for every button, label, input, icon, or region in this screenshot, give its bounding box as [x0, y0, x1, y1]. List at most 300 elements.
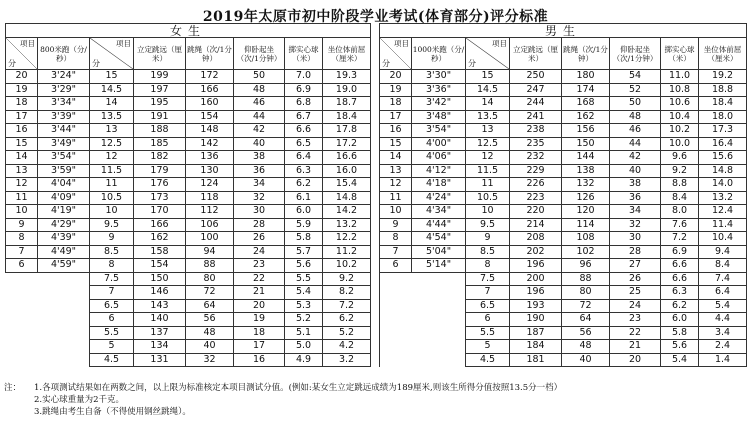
event-header: 跳绳（次/1分钟） — [186, 38, 234, 70]
run-time-cell: 4'29" — [38, 218, 90, 232]
value-cell: 142 — [186, 137, 234, 151]
value-cell: 14.8 — [699, 164, 747, 178]
run-score-cell: 12 — [380, 178, 412, 192]
run-score-cell: 6 — [380, 259, 412, 273]
score-cell: 12.5 — [90, 137, 134, 151]
value-cell: 174 — [562, 83, 610, 97]
value-cell: 172 — [186, 70, 234, 84]
table-row — [6, 110, 747, 124]
event-header: 仰卧起坐（次/1分钟） — [234, 38, 285, 70]
value-cell: 40 — [562, 353, 610, 367]
table-row — [6, 286, 747, 300]
value-cell: 54 — [610, 70, 661, 84]
value-cell: 64 — [562, 313, 610, 327]
male-section-label: 男生 — [380, 24, 747, 38]
value-cell: 18.4 — [323, 110, 371, 124]
empty-cell — [38, 313, 90, 327]
event-header: 坐位体前屈（厘米） — [699, 38, 747, 70]
score-cell: 4.5 — [466, 353, 510, 367]
value-cell: 9.4 — [699, 245, 747, 259]
score-table — [5, 23, 747, 367]
run-score-cell: 8 — [6, 232, 38, 246]
value-cell: 9.2 — [323, 272, 371, 286]
value-cell: 4.9 — [285, 353, 323, 367]
value-cell: 10.8 — [661, 83, 699, 97]
run-score-cell: 19 — [380, 83, 412, 97]
value-cell: 32 — [186, 353, 234, 367]
score-cell: 12 — [90, 151, 134, 165]
column-gap — [371, 97, 380, 111]
empty-cell — [6, 286, 38, 300]
empty-cell — [38, 326, 90, 340]
run-time-cell: 4'24" — [412, 191, 466, 205]
run-header: 800米跑（分/秒） — [38, 38, 90, 70]
table-row — [6, 259, 747, 273]
value-cell: 6.2 — [661, 299, 699, 313]
value-cell: 241 — [510, 110, 562, 124]
value-cell: 13.2 — [323, 218, 371, 232]
value-cell: 150 — [562, 137, 610, 151]
score-cell: 5 — [466, 340, 510, 354]
value-cell: 56 — [186, 313, 234, 327]
run-score-cell: 11 — [380, 191, 412, 205]
score-cell: 8 — [90, 259, 134, 273]
value-cell: 6.7 — [285, 110, 323, 124]
value-cell: 24 — [234, 245, 285, 259]
value-cell: 19.2 — [699, 70, 747, 84]
table-row — [6, 178, 747, 192]
empty-cell — [380, 340, 412, 354]
empty-cell — [6, 326, 38, 340]
column-gap — [371, 83, 380, 97]
gender-row — [6, 24, 747, 38]
value-cell: 36 — [610, 191, 661, 205]
value-cell: 3.4 — [699, 326, 747, 340]
score-cell: 7 — [90, 286, 134, 300]
value-cell: 4.4 — [699, 313, 747, 327]
score-cell: 12.5 — [466, 137, 510, 151]
score-cell: 11 — [466, 178, 510, 192]
value-cell: 102 — [562, 245, 610, 259]
value-cell: 134 — [134, 340, 186, 354]
value-cell: 162 — [134, 232, 186, 246]
run-time-cell: 3'44" — [38, 124, 90, 138]
value-cell: 6.0 — [285, 205, 323, 219]
value-cell: 32 — [610, 218, 661, 232]
header-row — [6, 38, 747, 70]
run-score-cell: 14 — [6, 151, 38, 165]
empty-cell — [380, 299, 412, 313]
value-cell: 130 — [186, 164, 234, 178]
empty-cell — [38, 286, 90, 300]
value-cell: 16 — [234, 353, 285, 367]
run-score-cell: 8 — [380, 232, 412, 246]
column-gap — [371, 124, 380, 138]
value-cell: 80 — [562, 286, 610, 300]
run-score-cell: 12 — [6, 178, 38, 192]
value-cell: 30 — [234, 205, 285, 219]
run-time-cell: 3'29" — [38, 83, 90, 97]
female-section-label: 女生 — [6, 24, 371, 38]
value-cell: 202 — [510, 245, 562, 259]
run-time-cell: 3'49" — [38, 137, 90, 151]
run-score-cell: 10 — [6, 205, 38, 219]
value-cell: 223 — [510, 191, 562, 205]
value-cell: 196 — [510, 259, 562, 273]
run-score-cell: 17 — [380, 110, 412, 124]
run-header: 1000米跑（分/秒） — [412, 38, 466, 70]
value-cell: 96 — [562, 259, 610, 273]
value-cell: 144 — [562, 151, 610, 165]
value-cell: 20 — [234, 299, 285, 313]
value-cell: 100 — [186, 232, 234, 246]
run-time-cell: 3'34" — [38, 97, 90, 111]
value-cell: 10.6 — [661, 97, 699, 111]
run-score-cell: 7 — [380, 245, 412, 259]
value-cell: 12.2 — [323, 232, 371, 246]
value-cell: 8.2 — [323, 286, 371, 300]
value-cell: 197 — [134, 83, 186, 97]
column-gap — [371, 299, 380, 313]
value-cell: 22 — [234, 272, 285, 286]
table-row — [6, 299, 747, 313]
value-cell: 11.2 — [323, 245, 371, 259]
value-cell: 190 — [510, 313, 562, 327]
value-cell: 208 — [510, 232, 562, 246]
run-time-cell: 4'18" — [412, 178, 466, 192]
run-time-cell: 4'06" — [412, 151, 466, 165]
value-cell: 36 — [234, 164, 285, 178]
empty-cell — [380, 353, 412, 367]
value-cell: 42 — [234, 124, 285, 138]
value-cell: 166 — [134, 218, 186, 232]
value-cell: 6.5 — [285, 137, 323, 151]
value-cell: 5.8 — [661, 326, 699, 340]
table-row — [6, 191, 747, 205]
value-cell: 72 — [562, 299, 610, 313]
value-cell: 229 — [510, 164, 562, 178]
value-cell: 40 — [234, 137, 285, 151]
value-cell: 214 — [510, 218, 562, 232]
value-cell: 5.5 — [285, 272, 323, 286]
value-cell: 48 — [562, 340, 610, 354]
page-title: 2019年太原市初中阶段学业考试(体育部分)评分标准 — [202, 9, 549, 25]
score-cell: 6.5 — [90, 299, 134, 313]
score-cell: 14 — [90, 97, 134, 111]
value-cell: 181 — [510, 353, 562, 367]
value-cell: 200 — [510, 272, 562, 286]
value-cell: 7.2 — [661, 232, 699, 246]
value-cell: 1.4 — [699, 353, 747, 367]
value-cell: 42 — [610, 151, 661, 165]
value-cell: 196 — [510, 286, 562, 300]
value-cell: 88 — [562, 272, 610, 286]
value-cell: 132 — [562, 178, 610, 192]
value-cell: 17.2 — [323, 137, 371, 151]
run-score-cell: 13 — [380, 164, 412, 178]
run-time-cell: 3'36" — [412, 83, 466, 97]
value-cell: 5.9 — [285, 218, 323, 232]
value-cell: 16.4 — [699, 137, 747, 151]
value-cell: 6.9 — [661, 245, 699, 259]
column-gap — [371, 259, 380, 273]
run-score-cell: 9 — [380, 218, 412, 232]
empty-cell — [412, 286, 466, 300]
value-cell: 13.2 — [699, 191, 747, 205]
table-row — [6, 97, 747, 111]
empty-cell — [412, 353, 466, 367]
empty-cell — [6, 353, 38, 367]
value-cell: 46 — [610, 124, 661, 138]
value-cell: 5.7 — [285, 245, 323, 259]
score-header-corner — [466, 38, 510, 70]
value-cell: 5.6 — [285, 259, 323, 273]
value-cell: 6.4 — [699, 286, 747, 300]
score-cell: 8.5 — [90, 245, 134, 259]
value-cell: 16.6 — [323, 151, 371, 165]
score-cell: 13.5 — [90, 110, 134, 124]
column-gap — [371, 110, 380, 124]
table-row — [6, 218, 747, 232]
value-cell: 7.6 — [661, 218, 699, 232]
score-cell: 9.5 — [90, 218, 134, 232]
empty-cell — [6, 340, 38, 354]
value-cell: 19.3 — [323, 70, 371, 84]
value-cell: 46 — [234, 97, 285, 111]
value-cell: 11.0 — [661, 70, 699, 84]
column-gap — [371, 151, 380, 165]
value-cell: 38 — [234, 151, 285, 165]
value-cell: 5.3 — [285, 299, 323, 313]
score-cell: 14 — [466, 97, 510, 111]
value-cell: 18 — [234, 326, 285, 340]
value-cell: 154 — [186, 110, 234, 124]
value-cell: 5.4 — [699, 299, 747, 313]
empty-cell — [38, 353, 90, 367]
value-cell: 26 — [234, 232, 285, 246]
column-gap — [371, 286, 380, 300]
run-time-cell: 3'48" — [412, 110, 466, 124]
value-cell: 6.3 — [285, 164, 323, 178]
run-time-cell: 3'24" — [38, 70, 90, 84]
score-cell: 15 — [466, 70, 510, 84]
column-gap — [371, 38, 380, 70]
value-cell: 3.2 — [323, 353, 371, 367]
value-cell: 162 — [562, 110, 610, 124]
value-cell: 6.9 — [285, 83, 323, 97]
score-cell: 15 — [90, 70, 134, 84]
value-cell: 21 — [610, 340, 661, 354]
value-cell: 28 — [234, 218, 285, 232]
value-cell: 187 — [510, 326, 562, 340]
value-cell: 158 — [134, 245, 186, 259]
run-time-cell: 4'00" — [412, 137, 466, 151]
value-cell: 6.0 — [661, 313, 699, 327]
empty-cell — [38, 299, 90, 313]
corner-cell — [380, 38, 412, 70]
score-cell: 13 — [466, 124, 510, 138]
column-gap — [371, 24, 380, 38]
column-gap — [371, 245, 380, 259]
value-cell: 10.2 — [661, 124, 699, 138]
value-cell: 126 — [562, 191, 610, 205]
column-gap — [371, 272, 380, 286]
event-header: 仰卧起坐（次/1分钟） — [610, 38, 661, 70]
value-cell: 5.4 — [661, 353, 699, 367]
value-cell: 34 — [234, 178, 285, 192]
value-cell: 179 — [134, 164, 186, 178]
value-cell: 6.6 — [661, 259, 699, 273]
run-score-cell: 20 — [380, 70, 412, 84]
score-cell: 7.5 — [90, 272, 134, 286]
value-cell: 220 — [510, 205, 562, 219]
table-row — [6, 353, 747, 367]
table-row — [6, 245, 747, 259]
corner-score-label: 分 — [92, 59, 100, 68]
value-cell: 6.6 — [661, 272, 699, 286]
table-row — [6, 205, 747, 219]
value-cell: 7.2 — [323, 299, 371, 313]
value-cell: 150 — [134, 272, 186, 286]
value-cell: 9.2 — [661, 164, 699, 178]
value-cell: 10.0 — [661, 137, 699, 151]
column-gap — [371, 137, 380, 151]
run-score-cell: 15 — [6, 137, 38, 151]
value-cell: 5.8 — [285, 232, 323, 246]
value-cell: 40 — [186, 340, 234, 354]
value-cell: 8.0 — [661, 205, 699, 219]
score-cell: 6.5 — [466, 299, 510, 313]
empty-cell — [412, 272, 466, 286]
score-cell: 11 — [90, 178, 134, 192]
value-cell: 148 — [186, 124, 234, 138]
column-gap — [371, 313, 380, 327]
value-cell: 48 — [186, 326, 234, 340]
value-cell: 173 — [134, 191, 186, 205]
value-cell: 7.0 — [285, 70, 323, 84]
score-cell: 6 — [466, 313, 510, 327]
value-cell: 8.4 — [661, 191, 699, 205]
value-cell: 131 — [134, 353, 186, 367]
column-gap — [371, 232, 380, 246]
value-cell: 18.7 — [323, 97, 371, 111]
run-score-cell: 20 — [6, 70, 38, 84]
value-cell: 10.4 — [699, 232, 747, 246]
value-cell: 34 — [610, 205, 661, 219]
score-cell: 5.5 — [466, 326, 510, 340]
score-cell: 8.5 — [466, 245, 510, 259]
column-gap — [371, 70, 380, 84]
notes-label: 注： — [4, 383, 22, 393]
corner-item-label: 项目 — [492, 39, 508, 48]
value-cell: 23 — [610, 313, 661, 327]
score-cell: 14.5 — [466, 83, 510, 97]
value-cell: 6.1 — [285, 191, 323, 205]
value-cell: 195 — [134, 97, 186, 111]
value-cell: 5.2 — [285, 313, 323, 327]
empty-cell — [380, 272, 412, 286]
value-cell: 94 — [186, 245, 234, 259]
score-cell: 7.5 — [466, 272, 510, 286]
value-cell: 168 — [562, 97, 610, 111]
score-cell: 13.5 — [466, 110, 510, 124]
value-cell: 5.6 — [661, 340, 699, 354]
table-row — [6, 164, 747, 178]
empty-cell — [412, 326, 466, 340]
value-cell: 40 — [610, 164, 661, 178]
value-cell: 244 — [510, 97, 562, 111]
value-cell: 21 — [234, 286, 285, 300]
score-cell: 5 — [90, 340, 134, 354]
value-cell: 20 — [610, 353, 661, 367]
score-cell: 10.5 — [466, 191, 510, 205]
value-cell: 118 — [186, 191, 234, 205]
column-gap — [371, 218, 380, 232]
score-cell: 7 — [466, 286, 510, 300]
score-cell: 10 — [466, 205, 510, 219]
column-gap — [371, 164, 380, 178]
value-cell: 30 — [610, 232, 661, 246]
value-cell: 8.4 — [699, 259, 747, 273]
value-cell: 185 — [134, 137, 186, 151]
event-header: 立定跳远（厘米） — [510, 38, 562, 70]
value-cell: 14.8 — [323, 191, 371, 205]
event-header: 掷实心球（米） — [285, 38, 323, 70]
value-cell: 72 — [186, 286, 234, 300]
value-cell: 88 — [186, 259, 234, 273]
value-cell: 6.4 — [285, 151, 323, 165]
value-cell: 7.4 — [699, 272, 747, 286]
value-cell: 48 — [610, 110, 661, 124]
value-cell: 232 — [510, 151, 562, 165]
empty-cell — [380, 326, 412, 340]
table-row — [6, 313, 747, 327]
note-3: 3.跳绳由考生自备（不得使用钢丝跳绳）。 — [34, 407, 191, 417]
value-cell: 170 — [134, 205, 186, 219]
table-row — [6, 70, 747, 84]
column-gap — [371, 191, 380, 205]
value-cell: 22 — [610, 326, 661, 340]
empty-cell — [380, 313, 412, 327]
table-row — [6, 151, 747, 165]
run-score-cell: 18 — [6, 97, 38, 111]
table-row — [6, 124, 747, 138]
score-cell: 10 — [90, 205, 134, 219]
note-1: 1.各项测试结果如在两数之间，以上限为标准核定本项目测试分值。(例如:某女生立定跳远成绩为189厘米,则该生所得分值按照13.5分一档） — [34, 383, 563, 393]
run-time-cell: 4'34" — [412, 205, 466, 219]
value-cell: 6.8 — [285, 97, 323, 111]
score-cell: 11.5 — [90, 164, 134, 178]
value-cell: 12.4 — [699, 205, 747, 219]
value-cell: 8.8 — [661, 178, 699, 192]
value-cell: 106 — [186, 218, 234, 232]
value-cell: 247 — [510, 83, 562, 97]
run-time-cell: 3'30" — [412, 70, 466, 84]
note-2: 2.实心球重量为2千克。 — [34, 395, 125, 405]
value-cell: 156 — [562, 124, 610, 138]
table-row — [6, 83, 747, 97]
value-cell: 199 — [134, 70, 186, 84]
value-cell: 182 — [134, 151, 186, 165]
value-cell: 250 — [510, 70, 562, 84]
value-cell: 5.1 — [285, 326, 323, 340]
event-header: 掷实心球（米） — [661, 38, 699, 70]
run-time-cell: 4'19" — [38, 205, 90, 219]
score-cell: 8 — [466, 259, 510, 273]
value-cell: 17.8 — [323, 124, 371, 138]
empty-cell — [6, 299, 38, 313]
value-cell: 6.2 — [285, 178, 323, 192]
